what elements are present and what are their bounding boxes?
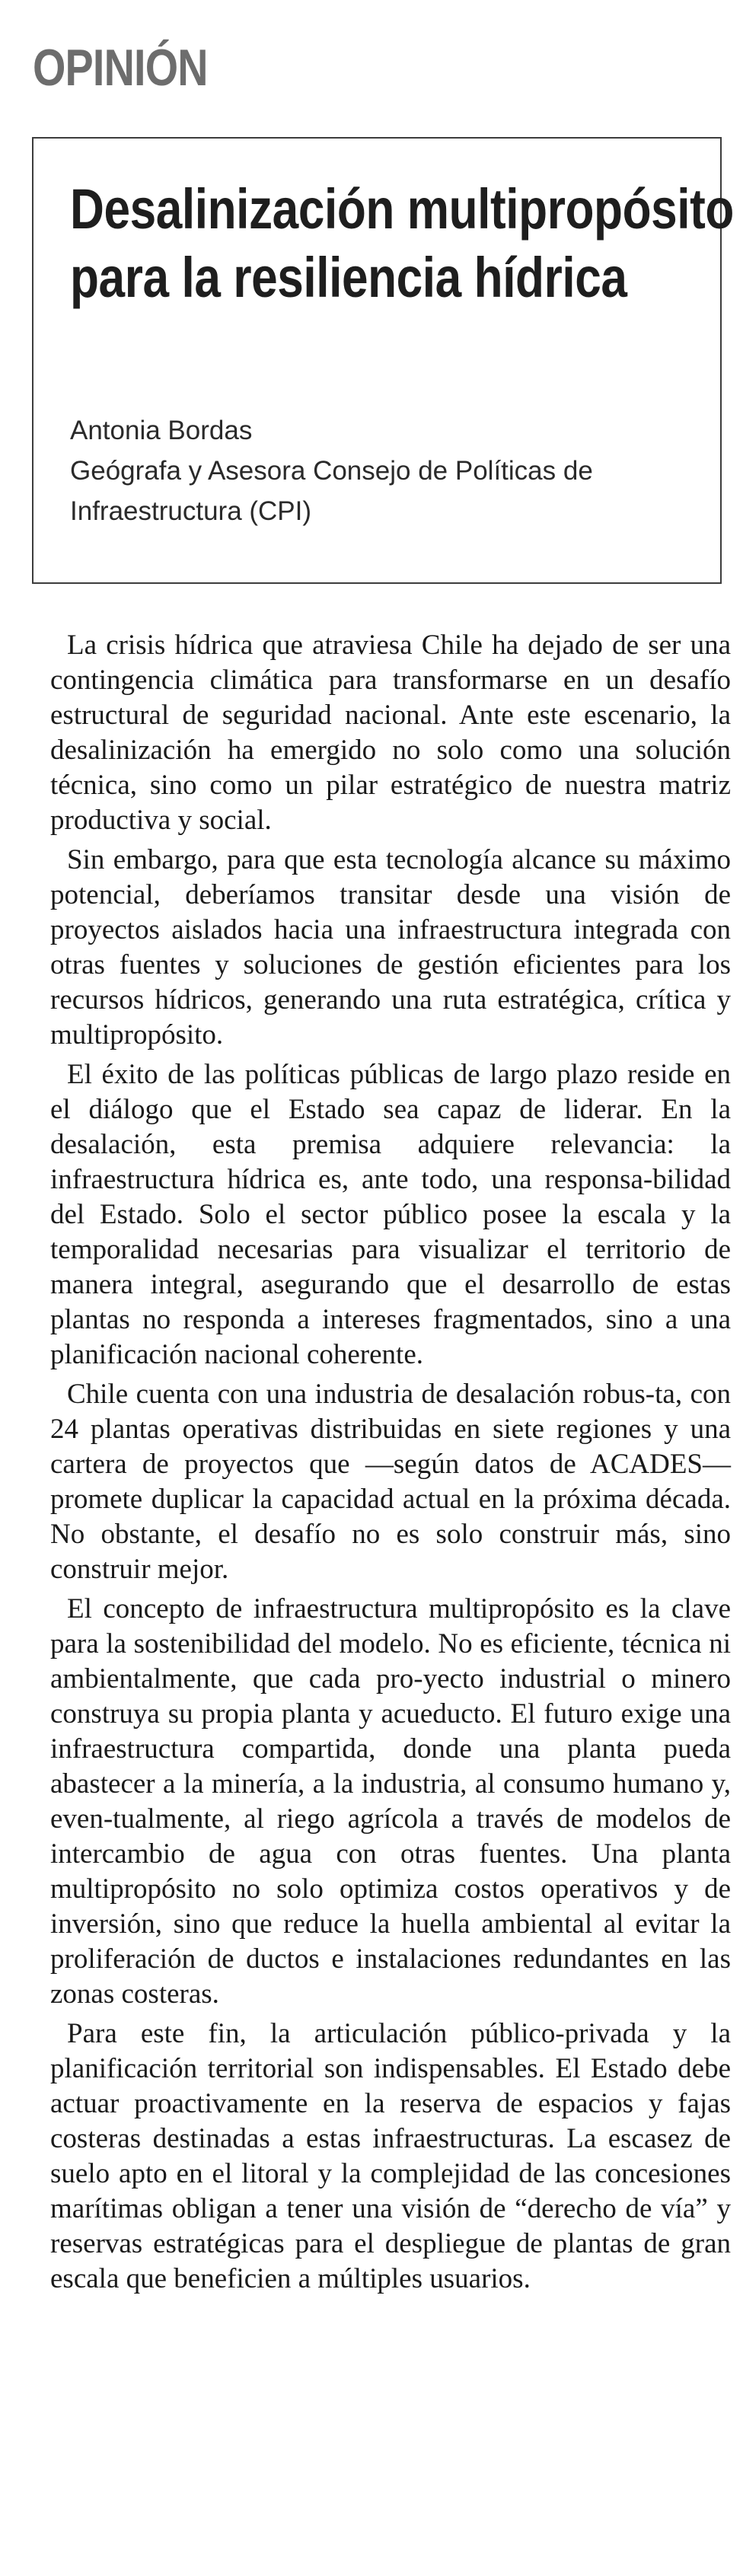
article-body (50, 628, 731, 2301)
paragraph-6: Para este fin, la articulación público-privada y la planificación territorial son indispensables. El Estado debe actuar proactivamente en la reserva de espacios y fajas costeras destinadas a estas infraestructuras. La escasez de suelo apto en el litoral y la complejidad de las concesiones marítimas obligan a tener una visión de “derecho de vía” y reservas estratégicas para el despliegue de plantas de gran escala que beneficien a múltiples usuarios. (50, 2018, 731, 2294)
paragraph-1: La crisis hídrica que atraviesa Chile ha dejado de ser una contingencia climática para transformarse en un desafío estructural de seguridad nacional. Ante este escenario, la desalinización ha emergido no solo como una solución técnica, sino como un pilar estratégico de nuestra matriz productiva y social. (50, 630, 731, 836)
paragraph-4: Chile cuenta con una industria de desalación robus-ta, con 24 plantas operativas distribuidas en siete regiones y una cartera de proyectos que —según datos de ACADES— promete duplicar la capacidad actual en la próxima década. No obstante, el desafío no es solo construir más, sino construir mejor. (50, 1379, 731, 1585)
paragraph-3: El éxito de las políticas públicas de largo plazo reside en el diálogo que el Estado sea capaz de liderar. En la desalación, esta premisa adquiere relevancia: la infraestructura hídrica es, ante todo, una responsa-bilidad del Estado. Solo el sector público posee la escala y la temporalidad necesarias para visualizar el territorio de manera integral, asegurando que el desarrollo de estas plantas no responda a intereses fragmentados, sino a una planificación nacional coherente. (50, 1059, 731, 1370)
author-role-line-1: Geógrafa y Asesora Consejo de Políticas de (70, 456, 593, 486)
headline-box (32, 137, 734, 584)
byline (70, 410, 694, 531)
article-headline: Desalinización multipropósito para la resiliencia hídrica (70, 177, 734, 309)
author-name: Antonia Bordas (70, 416, 253, 445)
paragraph-2: Sin embargo, para que esta tecnología alcance su máximo potencial, deberíamos transitar desde una visión de proyectos aislados hacia una infraestructura integrada con otras fuentes y soluciones de gestión eficientes para los recursos hídricos, generando una ruta estratégica, crítica y multipropósito. (50, 844, 731, 1050)
section-label: OPINIÓN (33, 39, 208, 97)
author-role-line-2: Infraestructura (CPI) (70, 496, 312, 526)
paragraph-5: El concepto de infraestructura multipropósito es la clave para la sostenibilidad del modelo. No es eficiente, técnica ni ambientalmente, que cada pro-yecto industrial o minero construya su propia planta y acueducto. El futuro exige una infraestructura compartida, donde una planta pueda abastecer a la minería, a la industria, al consumo humano y, even-tualmente, al riego agrícola a través de modelos de intercambio de agua con otras fuentes. Una planta multipropósito no solo optimiza costos operativos y de inversión, sino que reduce la huella ambiental al evitar la proliferación de ductos e instalaciones redundantes en las zonas costeras. (50, 1593, 731, 2010)
